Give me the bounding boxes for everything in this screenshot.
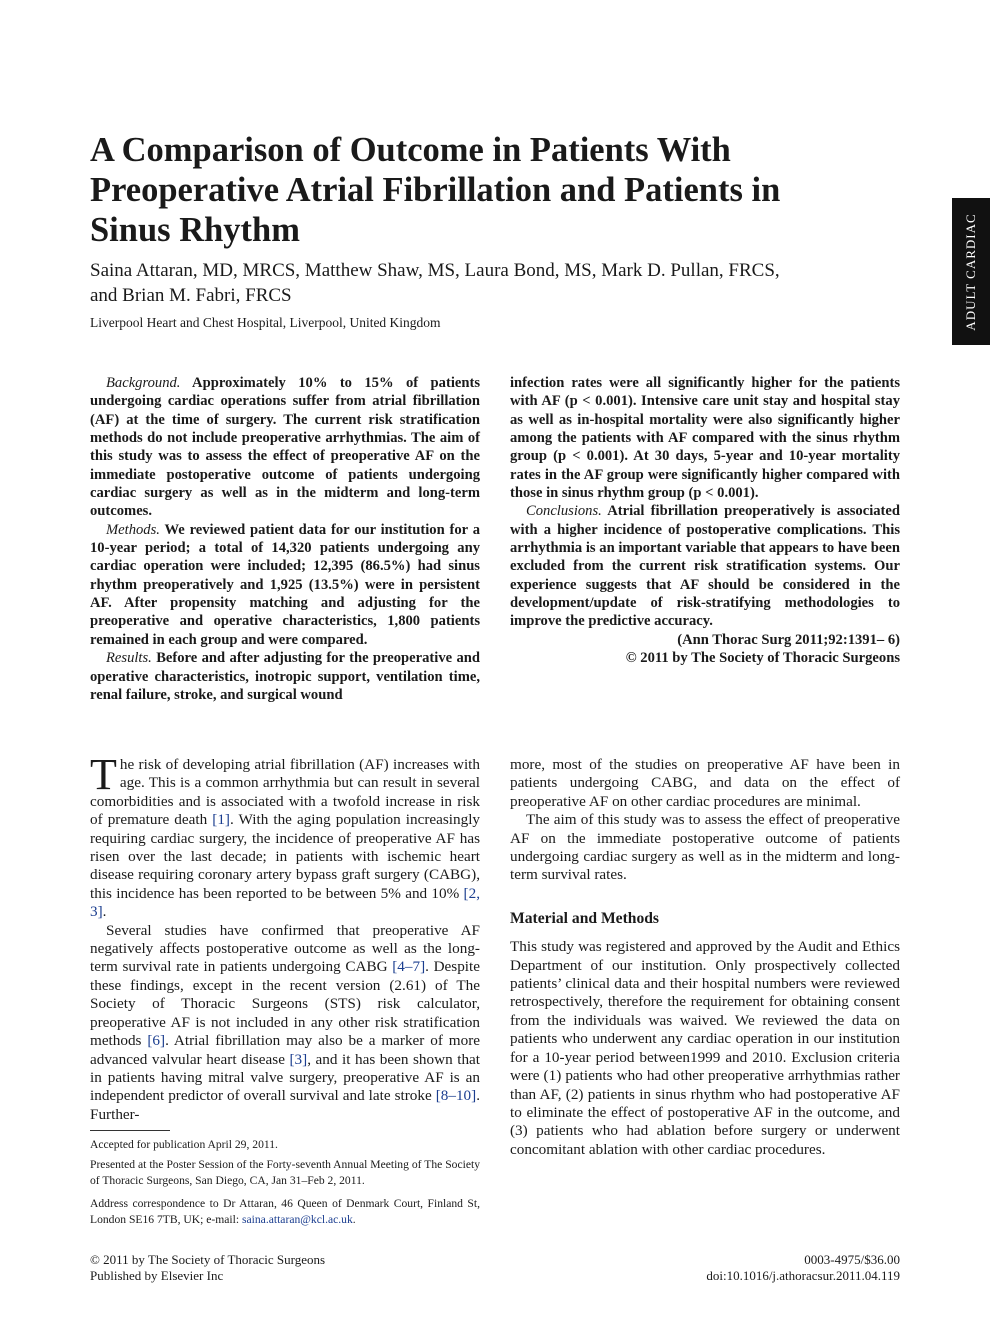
methods-text: We reviewed patient data for our institution for a 10-year period; a total of 14,320 patients undergoing any cardiac operation were included; 12,395 (86.5%) had sinus rhythm preoperatively and 1,925 (13.5%) were in persistent AF. After propensity matching and adjusting for the preoperative and operative characteristics, 1,800 patients remained in each group and were compared. [90, 521, 480, 648]
author-line-1: Saina Attaran, MD, MRCS, Matthew Shaw, MS, Laura Bond, MS, Mark D. Pullan, FRCS, [90, 260, 780, 281]
abstract-methods [90, 521, 480, 649]
footer-doi: doi:10.1016/j.athoracsur.2011.04.119 [706, 1268, 900, 1283]
intro-text: . [102, 903, 107, 921]
journal-citation: (Ann Thorac Surg 2011;92:1391– 6) [677, 631, 900, 648]
footer-issn: 0003-4975/$36.00 [804, 1252, 900, 1267]
abstract-conclusions [510, 502, 900, 630]
abstract-background [90, 374, 480, 521]
author-line-2: and Brian M. Fabri, FRCS [90, 285, 292, 306]
methods-label: Methods. [106, 521, 160, 538]
footer-publisher: Published by Elsevier Inc [90, 1268, 224, 1283]
intro-text: . Further- [90, 1087, 480, 1123]
footer-left [90, 1252, 325, 1284]
footnote-text: Address correspondence to Dr Attaran, 46 Queen of Denmark Court, Finland St, London SE16 7TB, UK; e-mail: [90, 1197, 480, 1226]
intro-paragraph-2 [90, 922, 480, 1124]
intro-paragraph-3: The aim of this study was to assess the effect of preoperative AF on the immediate postoperative outcome of patients undergoing cardiac surgery as well as in the midterm and long-term survival rates. [510, 811, 900, 884]
footer-copyright: © 2011 by The Society of Thoracic Surgeons [90, 1252, 326, 1267]
affiliation: Liverpool Heart and Chest Hospital, Liverpool, United Kingdom [90, 315, 441, 330]
footnote-divider [90, 1130, 170, 1131]
reference-link[interactable]: [6] [147, 1032, 166, 1050]
abstract-right-column [510, 374, 900, 668]
footnote-correspondence [90, 1196, 480, 1228]
reference-link[interactable]: [2, 3] [90, 884, 480, 921]
footer-right [706, 1252, 900, 1284]
intro-paragraph-1 [90, 750, 481, 922]
intro-text: . Atrial fibrillation may also be a marker of more advanced valvular heart disease [90, 1032, 480, 1068]
article-title [90, 130, 890, 250]
results-text: Before and after adjusting for the preoperative and operative characteristics, inotropic support, ventilation time, renal failure, stroke, and surgical wound [90, 650, 480, 703]
abstract-results [90, 649, 480, 704]
background-text: Approximately 10% to 15% of patients undergoing cardiac operations suffer from atrial fibrillation (AF) at the time of surgery. The current risk stratification methods do not include preoperative arrhythmias. The aim of this study was to assess the effect of preoperative AF on the immediate postoperative outcome of patients undergoing cardiac surgery as well as in the midterm and long-term outcomes. [90, 375, 481, 520]
intro-paragraph-2-continued: more, most of the studies on preoperative AF have been in patients undergoing CABG, and data on the effect of preoperative AF on other cardiac procedures are minimal. [510, 756, 900, 810]
intro-text: . With the aging population increasingly requiring cardiac surgery, the incidence of preoperative AF has risen over the last decade; in patients with ischemic heart disease requiring coronary artery bypass graft surgery (CABG), this incidence has been reported to be between 5% and 10% [90, 811, 481, 902]
background-label: Background. [106, 375, 181, 391]
footnote-text: Accepted for publication April 29, 2011. [90, 1138, 278, 1151]
footnote-text: . [352, 1213, 356, 1226]
title-line-1: A Comparison of Outcome in Patients With [90, 131, 731, 169]
title-line-2: Preoperative Atrial Fibrillation and Patients in [90, 171, 781, 209]
reference-link[interactable]: [4–7] [392, 958, 426, 976]
footnote-accepted [90, 1137, 480, 1153]
intro-text: he risk of developing atrial fibrillation (AF) increases with age. This is a common arrhythmia but can result in several comorbidities and is associated with a twofold increase in risk of premature death [90, 756, 480, 829]
section-heading-methods: Material and Methods [510, 909, 659, 927]
footnote-presented [90, 1157, 480, 1189]
methods-paragraph-1: This study was registered and approved by the Audit and Ethics Department of our institution. Only prospectively collected patients’ clinical data and their hospital numbers were reviewed retrospectively, therefore the requirement for obtaining consent from the individuals was waived. We reviewed the data on patients who underwent any cardiac operation in our institution for a 10-year period between1999 and 2010. Exclusion criteria were (1) patients who had other preoperative arrhythmias rather than AF, (2) patients in sinus rhythm who had postoperative AF to eliminate the effect of postoperative AF in the outcome, and (3) patients who had ablation before surgery or underwent concomitant ablation with other cardiac procedures. [510, 938, 900, 1158]
reference-link[interactable]: [8–10] [435, 1087, 477, 1105]
intro-text: , and it has been shown that in patients having mitral valve surgery, preoperative AF is an independent predictor of overall survival and late stroke [90, 1050, 481, 1105]
footnote-text: Presented at the Poster Session of the Forty-seventh Annual Meeting of The Society of Thoracic Surgeons, San Diego, CA, Jan 31–Feb 2, 2011. [90, 1158, 480, 1187]
body-left-column [90, 750, 481, 1124]
drop-cap: T [90, 750, 117, 799]
section-tab [952, 198, 990, 345]
abstract-left-column [90, 374, 480, 704]
intro-text: Several studies have confirmed that preoperative AF negatively affects postoperative outcome as well as the long-term survival rate in patients undergoing CABG [90, 921, 480, 976]
conclusions-text: Atrial fibrillation preoperatively is associated with a higher incidence of postoperative complications. This arrhythmia is an important variable that appears to have been excluded from the current risk stratification systems. Our experience suggests that AF should be considered in the development/update of risk-stratifying methodologies to improve the predictive accuracy. [510, 503, 901, 630]
body-right-column [510, 756, 900, 1159]
reference-link[interactable]: [3] [289, 1050, 308, 1068]
abstract-results-continued: infection rates were all significantly higher for the patients with AF (p < 0.001). Intensive care unit stay and hospital stay as well as in-hospital mortality were also significantly higher among the patients with AF compared with the sinus rhythm group (p < 0.001). At 30 days, 5-year and 10-year mortality rates in the AF group were significantly higher compared with those in sinus rhythm group (p < 0.001). [510, 375, 900, 502]
author-list [90, 258, 910, 308]
intro-text: . Despite these findings, except in the recent version (2.61) of The Society of Thoracic Surgeons (STS) risk calculator, preoperative AF is not included in any other risk stratification methods [90, 958, 480, 1050]
abstract-copyright: © 2011 by The Society of Thoracic Surgeons [625, 650, 900, 667]
title-line-3: Sinus Rhythm [90, 211, 300, 249]
conclusions-label: Conclusions. [526, 503, 602, 520]
email-link[interactable]: saina.attaran@kcl.ac.uk [242, 1213, 353, 1226]
reference-link[interactable]: [1] [212, 811, 230, 829]
section-tab-label: ADULT CARDIAC [963, 212, 978, 331]
results-label: Results. [106, 650, 152, 667]
